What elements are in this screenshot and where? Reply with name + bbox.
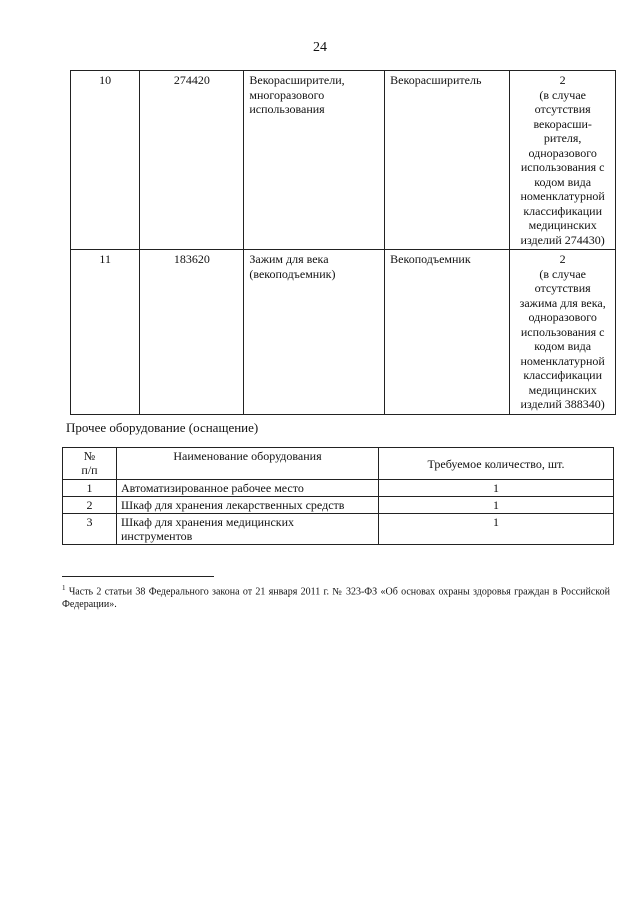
- row-number: 1: [63, 480, 117, 497]
- table-row: [63, 514, 614, 545]
- table-row: [71, 250, 616, 415]
- equipment-kind: Векоподъемник: [385, 250, 510, 415]
- classification-code: 183620: [140, 250, 244, 415]
- text-line: (в случае: [539, 266, 586, 281]
- required-quantity: 1: [379, 514, 614, 545]
- footnote: [62, 582, 610, 611]
- equipment-kind: Векорасширитель: [385, 71, 510, 250]
- text-line: Шкаф для хранения лекарственных средств: [121, 498, 345, 512]
- text-line: медицинских: [528, 382, 597, 397]
- required-quantity: 1: [379, 497, 614, 514]
- equipment-name: [244, 71, 385, 250]
- text-line: использования с: [520, 324, 605, 339]
- footnote-text: Часть 2 статьи 38 Федерального закона от 21 января 2011 г. № 323-ФЗ «Об основах охраны здоровья граждан в Российской Федерации».: [62, 586, 611, 611]
- other-equipment-table: [62, 447, 614, 545]
- required-quantity: [510, 250, 616, 415]
- required-quantity: 1: [379, 480, 614, 497]
- text-line: классификации: [523, 203, 602, 218]
- row-number: 11: [71, 250, 140, 415]
- text-line: одноразового: [528, 310, 597, 324]
- text-line: отсутствия: [534, 281, 591, 295]
- table-header-row: [63, 448, 614, 480]
- table-row: [63, 497, 614, 514]
- required-quantity: [510, 71, 616, 250]
- row-number: 2: [63, 497, 117, 514]
- text-line: зажима для века,: [519, 295, 606, 310]
- footnote-separator: [62, 576, 214, 577]
- equipment-name: [117, 480, 379, 497]
- text-line: изделий 388340): [520, 397, 605, 411]
- text-line: Автоматизированное рабочее место: [121, 481, 304, 495]
- row-number: 3: [63, 514, 117, 545]
- column-header-number: [63, 448, 117, 480]
- equipment-name: [117, 514, 379, 545]
- text-line: многоразового: [249, 87, 325, 102]
- section-heading: Прочее оборудование (оснащение): [66, 420, 259, 435]
- text-line: изделий 274430): [520, 232, 605, 247]
- equipment-table: [70, 70, 616, 415]
- footnote-mark: 1: [62, 584, 66, 592]
- text-line: классификации: [523, 368, 602, 382]
- text-line: векорасши-: [533, 116, 592, 131]
- equipment-name: [244, 250, 385, 415]
- text-line: отсутствия: [534, 102, 591, 116]
- text-line: номенклатурной: [520, 353, 605, 368]
- text-line: Зажим для века: [249, 252, 329, 266]
- text-line: 2: [559, 73, 566, 87]
- text-line: рителя,: [543, 131, 582, 145]
- column-header-name: Наименование оборудования: [117, 448, 379, 480]
- text-line: инструментов: [121, 529, 193, 543]
- text-line: номенклатурной: [520, 189, 605, 203]
- classification-code: 274420: [140, 71, 244, 250]
- text-line: использования: [249, 102, 325, 116]
- text-line: использования с: [520, 160, 605, 174]
- text-line: одноразового: [528, 145, 597, 160]
- text-line: (в случае: [539, 87, 586, 102]
- text-line: медицинских: [528, 218, 597, 232]
- text-line: п/п: [81, 463, 98, 477]
- table-row: [63, 480, 614, 497]
- text-line: кодом вида: [534, 339, 592, 353]
- row-number: 10: [71, 71, 140, 250]
- text-line: кодом вида: [534, 174, 592, 189]
- table-row: [71, 71, 616, 250]
- text-line: Векорасширители,: [249, 73, 345, 87]
- text-line: 2: [559, 252, 566, 266]
- text-line: №: [83, 449, 96, 463]
- text-line: Шкаф для хранения медицинских: [121, 515, 295, 529]
- column-header-quantity: Требуемое количество, шт.: [379, 448, 614, 480]
- equipment-name: [117, 497, 379, 514]
- page-number: 24: [313, 40, 327, 55]
- text-line: (векоподъемник): [249, 266, 336, 281]
